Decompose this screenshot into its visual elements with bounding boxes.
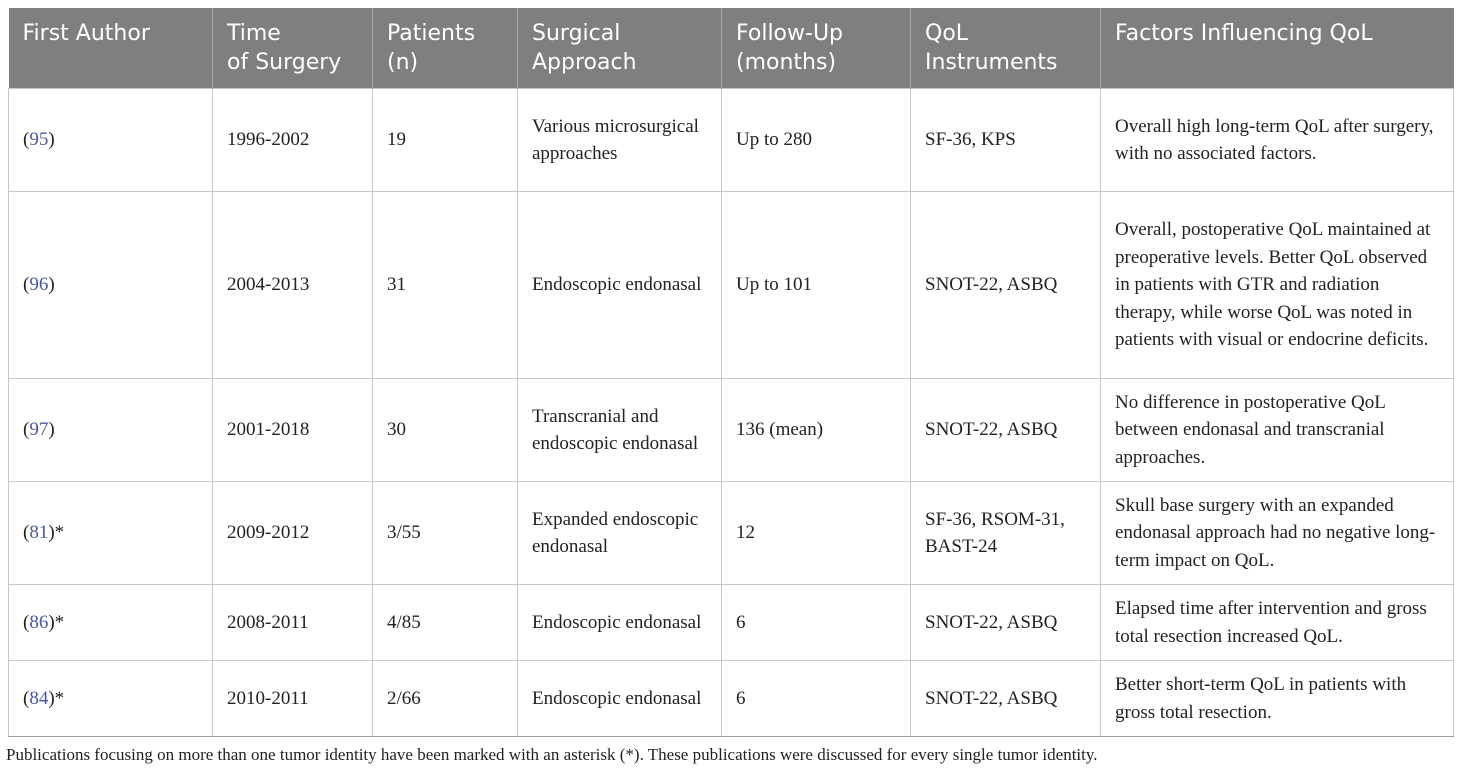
header-follow-up: Follow-Up (months) (722, 8, 911, 89)
reference-link[interactable]: 97 (29, 419, 49, 441)
surgical-approach-cell: Endoscopic endonasal (518, 661, 722, 737)
first-author-cell: (97) (9, 379, 213, 482)
first-author-cell: (86)* (9, 585, 213, 661)
first-author-cell: (84)* (9, 661, 213, 737)
qol-instruments-cell: SNOT-22, ASBQ (911, 585, 1101, 661)
table-row (9, 661, 1454, 737)
surgical-approach-cell: Endoscopic endonasal (518, 585, 722, 661)
header-time-of-surgery: Time of Surgery (213, 8, 373, 89)
surgical-approach-cell: Endoscopic endonasal (518, 192, 722, 379)
patients-cell: 19 (373, 89, 518, 192)
qol-instruments-cell: SF-36, RSOM-31, BAST-24 (911, 482, 1101, 585)
surgical-approach-cell: Various microsurgical approaches (518, 89, 722, 192)
time-of-surgery-cell: 1996-2002 (213, 89, 373, 192)
qol-instruments-cell: SNOT-22, ASBQ (911, 661, 1101, 737)
factors-cell: Better short-term QoL in patients with gross total resection. (1101, 661, 1454, 737)
time-of-surgery-cell: 2009-2012 (213, 482, 373, 585)
factors-cell: Elapsed time after intervention and gross total resection increased QoL. (1101, 585, 1454, 661)
patients-cell: 2/66 (373, 661, 518, 737)
qol-instruments-cell: SNOT-22, ASBQ (911, 192, 1101, 379)
follow-up-cell: 6 (722, 661, 911, 737)
follow-up-cell: Up to 101 (722, 192, 911, 379)
reference-link[interactable]: 86 (29, 611, 49, 633)
factors-cell: Overall high long-term QoL after surgery, with no associated factors. (1101, 89, 1454, 192)
table-row (9, 482, 1454, 585)
multi-tumor-marker: * (54, 611, 65, 633)
follow-up-cell: 6 (722, 585, 911, 661)
time-of-surgery-cell: 2004-2013 (213, 192, 373, 379)
factors-cell: Overall, postoperative QoL maintained at preoperative levels. Better QoL observed in patients with GTR and radiation therapy, while worse QoL was noted in patients with visual or endocrine deficits. (1101, 192, 1454, 379)
surgical-approach-cell: Transcranial and endoscopic endonasal (518, 379, 722, 482)
header-surgical-approach: Surgical Approach (518, 8, 722, 89)
factors-cell: Skull base surgery with an expanded endonasal approach had no negative long-term impact on QoL. (1101, 482, 1454, 585)
qol-studies-table (8, 8, 1454, 737)
reference-link[interactable]: 84 (29, 687, 49, 709)
follow-up-cell: 12 (722, 482, 911, 585)
patients-cell: 4/85 (373, 585, 518, 661)
patients-cell: 30 (373, 379, 518, 482)
header-patients: Patients (n) (373, 8, 518, 89)
first-author-cell: (96) (9, 192, 213, 379)
multi-tumor-marker: * (54, 687, 65, 709)
qol-instruments-cell: SF-36, KPS (911, 89, 1101, 192)
patients-cell: 3/55 (373, 482, 518, 585)
table-row (9, 89, 1454, 192)
reference-link[interactable]: 96 (29, 274, 49, 296)
factors-cell: No difference in postoperative QoL between endonasal and transcranial approaches. (1101, 379, 1454, 482)
follow-up-cell: 136 (mean) (722, 379, 911, 482)
table-row (9, 192, 1454, 379)
table-row (9, 379, 1454, 482)
qol-instruments-cell: SNOT-22, ASBQ (911, 379, 1101, 482)
reference-link[interactable]: 81 (29, 522, 49, 544)
table-header-row (9, 8, 1454, 89)
header-factors-influencing-qol: Factors Influencing QoL (1101, 8, 1454, 89)
reference-link[interactable]: 95 (29, 129, 49, 151)
follow-up-cell: Up to 280 (722, 89, 911, 192)
header-first-author: First Author (9, 8, 213, 89)
time-of-surgery-cell: 2010-2011 (213, 661, 373, 737)
time-of-surgery-cell: 2001-2018 (213, 379, 373, 482)
header-qol-instruments: QoL Instruments (911, 8, 1101, 89)
patients-cell: 31 (373, 192, 518, 379)
multi-tumor-marker: * (54, 522, 65, 544)
table-row (9, 585, 1454, 661)
time-of-surgery-cell: 2008-2011 (213, 585, 373, 661)
first-author-cell: (81)* (9, 482, 213, 585)
first-author-cell: (95) (9, 89, 213, 192)
surgical-approach-cell: Expanded endoscopic endonasal (518, 482, 722, 585)
table-footnote: Publications focusing on more than one tumor identity have been marked with an asterisk (*). These publications were discussed for every single tumor identity. (6, 745, 1098, 764)
